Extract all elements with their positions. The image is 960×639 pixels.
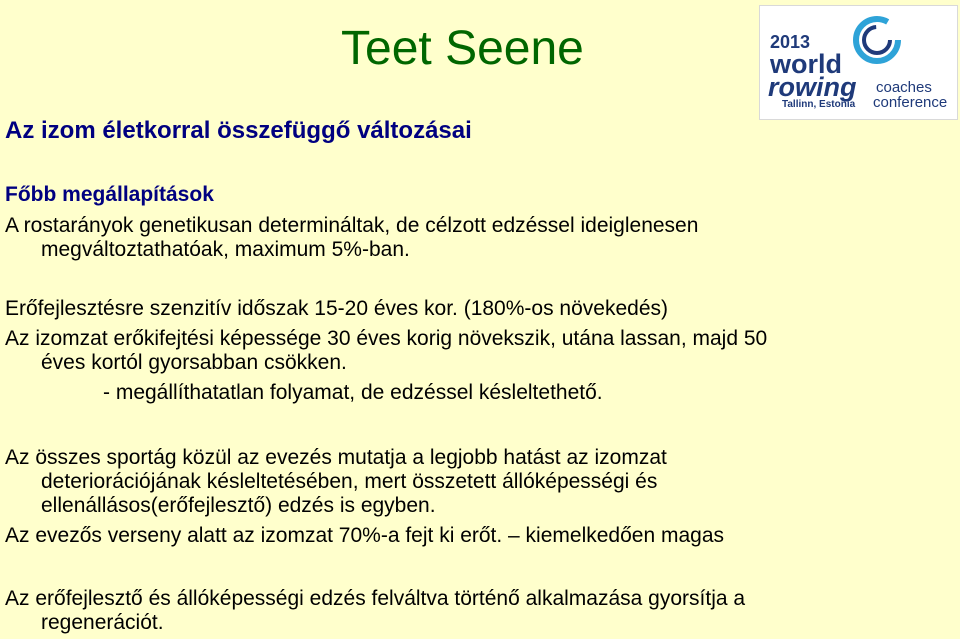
- text-line: Az izomzat erőkifejtési képessége 30 éves korig növekszik, utána lassan, majd 50: [5, 327, 768, 350]
- slide-title: Az izom életkorral összefüggő változásai: [5, 117, 472, 144]
- paragraph-strength-development: [5, 297, 935, 405]
- text-line: A rostarányok genetikusan determináltak, de célzott edzéssel ideiglenesen: [5, 214, 699, 237]
- text-line: Erőfejlesztésre szenzitív időszak 15-20 éves kor. (180%-os növekedés): [5, 297, 668, 320]
- paragraph-fiber-ratios: [5, 214, 935, 262]
- section-heading: Főbb megállapítások: [5, 183, 214, 206]
- conference-logo: [759, 5, 958, 120]
- text-line: Az összes sportág közül az evezés mutatja a legjobb hatást az izomzat: [5, 446, 667, 469]
- world-rowing-logo-icon: [760, 6, 957, 119]
- text-line: deteriorációjának késleltetésében, mert összetett állóképességi és: [41, 470, 658, 493]
- swirl-ring-inner: [864, 27, 890, 53]
- text-line: megváltoztathatóak, maximum 5%-ban.: [41, 238, 410, 261]
- paragraph-regeneration: [5, 587, 935, 635]
- text-line: - megállíthatatlan folyamat, de edzéssel késleltethető.: [103, 381, 603, 404]
- text-line: ellenállásos(erőfejlesztő) edzés is egyben.: [41, 494, 436, 517]
- text-line: Az erőfejlesztő és állóképességi edzés felváltva történő alkalmazása gyorsítja a: [5, 587, 746, 610]
- text-line: Az evezős verseny alatt az izomzat 70%-a fejt ki erőt. – kiemelkedően magas: [5, 524, 725, 547]
- author-name: Teet Seene: [341, 22, 584, 75]
- logo-location: Tallinn, Estonia: [782, 99, 856, 110]
- text-line: regenerációt.: [41, 611, 164, 634]
- logo-year: 2013: [770, 32, 811, 52]
- paragraph-rowing-effect: [5, 446, 935, 518]
- text-line: éves kortól gyorsabban csökken.: [41, 351, 347, 374]
- logo-rowing: rowing: [768, 72, 857, 102]
- paragraph-race-muscle-usage: [5, 524, 935, 548]
- logo-world: world: [770, 49, 842, 79]
- logo-conference: conference: [873, 94, 948, 111]
- logo-coaches: coaches: [876, 79, 932, 96]
